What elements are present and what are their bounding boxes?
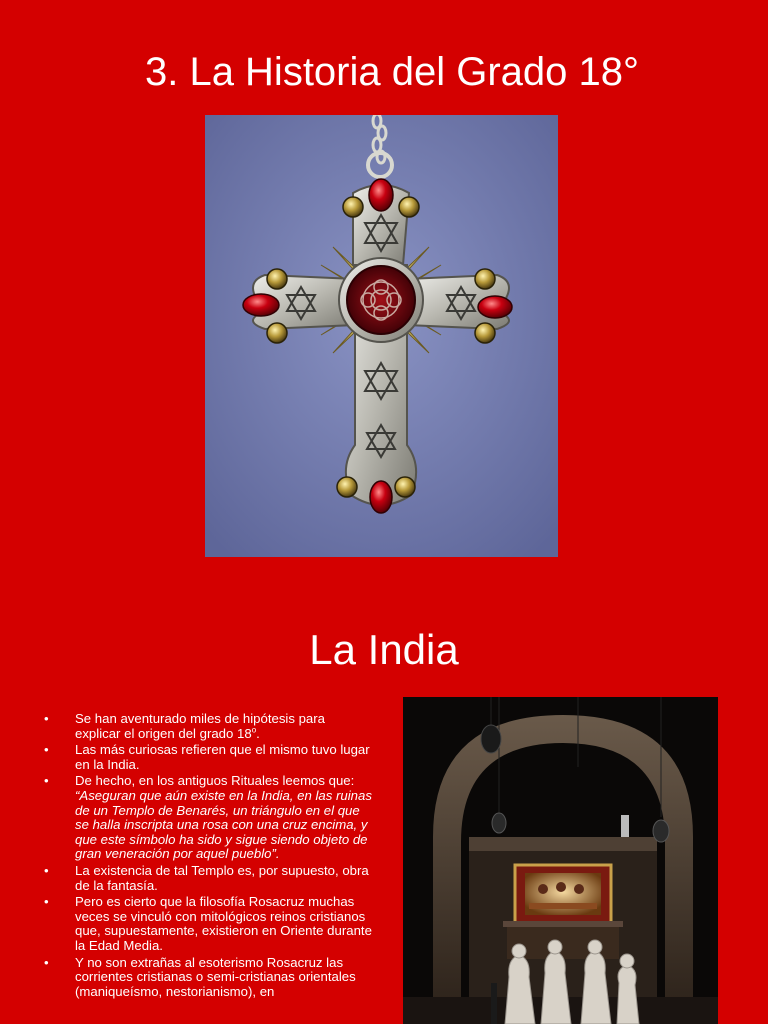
cross-pendant-image [205, 115, 558, 557]
ritual-quote: “Aseguran que aún existe en la India, en las ruinas de un Templo de Benarés, un triángulo en el que se halla inscripta una rosa con una cruz encima, y que este símbolo ha sido y sigue siendo objeto de gran veneración por aquel pueblo”. [75, 787, 372, 862]
rosicrucian-cross-photo [205, 115, 558, 557]
slide-title: 3. La Historia del Grado 18° [144, 50, 640, 94]
list-item: • Se han aventurado miles de hipótesis para explicar el origen del grado 18$^o$. [44, 712, 374, 741]
list-item: • Pero es cierto que la filosofía Rosacruz muchas veces se vinculó con mitológicos reinos cristianos que, supuestamente, existieron en Oriente durante la Edad Media. [44, 895, 374, 953]
section-title: La India [309, 626, 459, 673]
list-item: • Y no son extrañas al esoterismo Rosacruz las corrientes cristianas o semi-cristianas orientales (maniqueísmo, nestorianismo), en [44, 956, 374, 1000]
list-item: • De hecho, en los antiguos Rituales leemos que: “Aseguran que aún existe en la India, en las ruinas de un Templo de Benarés, un triángulo en el que se halla inscripta una rosa con una cruz encima, y que este símbolo ha sido y sigue siendo objeto de gran veneración por aquel pueblo”. [44, 774, 374, 862]
temple-scene-image [403, 697, 718, 1024]
bullet-list [44, 712, 374, 1001]
temple-interior-photo [403, 697, 718, 1024]
list-item: • La existencia de tal Templo es, por supuesto, obra de la fantasía. [44, 864, 374, 893]
list-item: • Las más curiosas refieren que el mismo tuvo lugar en la India. [44, 743, 374, 772]
